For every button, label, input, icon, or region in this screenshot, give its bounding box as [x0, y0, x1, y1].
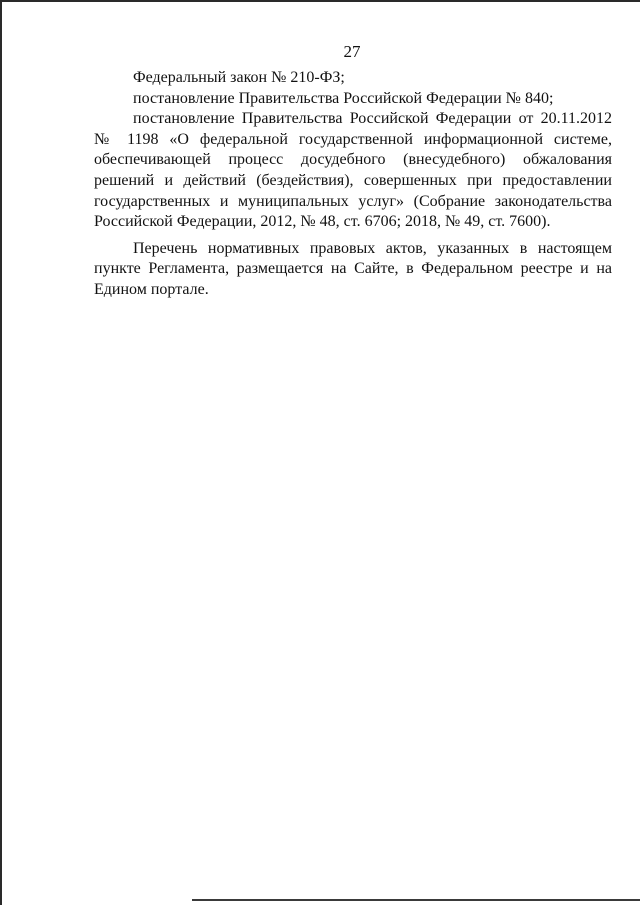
paragraph-resolution-1198: постановление Правительства Российской Федерации от 20.11.2012 № 1198 «О федеральной государственной информационной системе, обеспечивающей процесс досудебного (внесудебного) обжалования решений и действий (бездействия), совершенных при предоставлении государственных и муниципальных услуг» (Собрание законодательства Российской Федерации, 2012, № 48, ст. 6706; 2018, № 49, ст. 7600). — [94, 110, 612, 231]
scan-edge-line — [192, 899, 640, 901]
paragraph-list-placement: Перечень нормативных правовых актов, указанных в настоящем пункте Регламента, размещается на Сайте, в Федеральном реестре и на Едином портале. — [94, 239, 612, 298]
document-body — [94, 68, 612, 301]
paragraph-federal-law: Федеральный закон № 210-ФЗ; — [133, 69, 345, 86]
page-number: 27 — [343, 42, 361, 61]
paragraph-resolution-840: постановление Правительства Российской Федерации № 840; — [133, 89, 554, 107]
